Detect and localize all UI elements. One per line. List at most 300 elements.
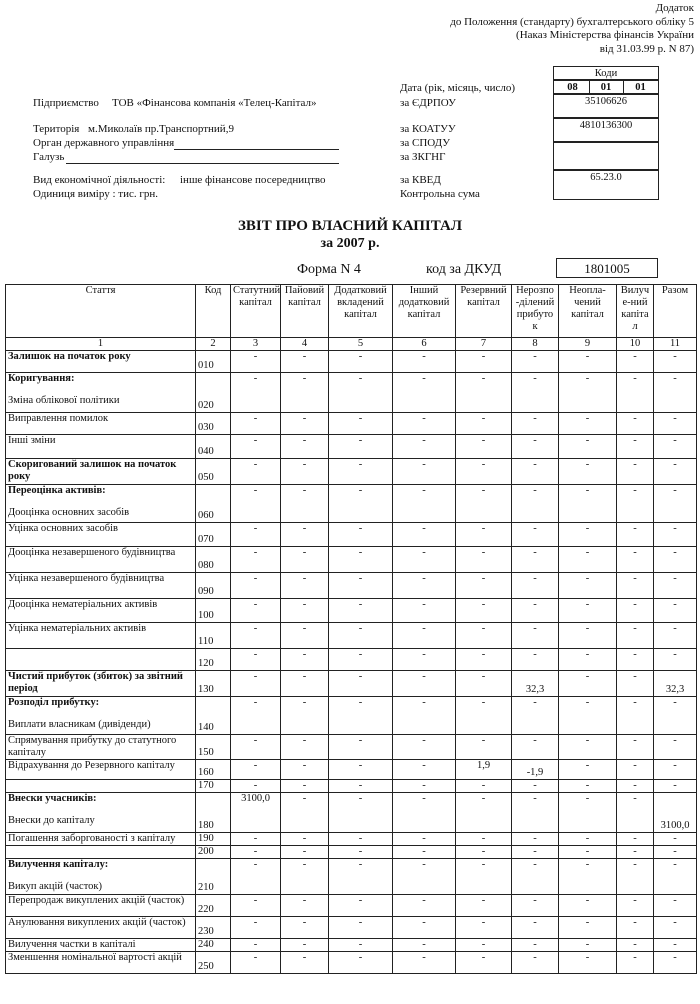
edrpou-code: 35106626 bbox=[553, 94, 659, 118]
value-cell: -1,9 bbox=[512, 760, 559, 780]
column-header: Код bbox=[196, 285, 231, 338]
value-cell: - bbox=[393, 413, 456, 435]
code-cell: 040 bbox=[196, 435, 231, 459]
value-cell: - bbox=[281, 939, 329, 952]
value-cell: - bbox=[617, 599, 654, 623]
value-cell: - bbox=[231, 523, 281, 547]
article-sublabel: Дооцінка основних засобів bbox=[8, 507, 130, 518]
authority-underline bbox=[174, 149, 339, 150]
table-row bbox=[6, 697, 697, 735]
spodu-label: за СПОДУ bbox=[400, 137, 451, 149]
value-cell: - bbox=[456, 780, 512, 793]
value-cell: - bbox=[654, 351, 697, 373]
territory-value: м.Миколаїв пр.Транспортний,9 bbox=[88, 123, 234, 135]
article-cell bbox=[6, 459, 196, 485]
value-cell: - bbox=[393, 573, 456, 599]
activity-label: Вид економічної діяльності: bbox=[33, 174, 166, 186]
value-cell: - bbox=[654, 599, 697, 623]
value-cell: 3100,0 bbox=[654, 793, 697, 833]
value-cell: - bbox=[281, 623, 329, 649]
column-header: Стаття bbox=[6, 285, 196, 338]
value-cell: - bbox=[654, 895, 697, 917]
equity-table bbox=[5, 284, 697, 974]
value-cell: - bbox=[281, 523, 329, 547]
value-cell: - bbox=[512, 523, 559, 547]
value-cell: - bbox=[617, 459, 654, 485]
column-number: 6 bbox=[393, 338, 456, 351]
value-cell: - bbox=[329, 697, 393, 735]
value-cell: - bbox=[393, 846, 456, 859]
value-cell: - bbox=[393, 952, 456, 974]
value-cell: - bbox=[559, 459, 617, 485]
code-cell: 150 bbox=[196, 735, 231, 760]
report-title: ЗВІТ ПРО ВЛАСНИЙ КАПІТАЛ bbox=[237, 218, 463, 234]
article-cell bbox=[6, 780, 196, 793]
checksum-label: Контрольна сума bbox=[400, 188, 480, 200]
value-cell: - bbox=[231, 760, 281, 780]
value-cell: - bbox=[559, 846, 617, 859]
value-cell: - bbox=[559, 599, 617, 623]
column-header: Разом bbox=[654, 285, 697, 338]
value-cell: - bbox=[329, 859, 393, 895]
value-cell: - bbox=[231, 435, 281, 459]
article-cell bbox=[6, 671, 196, 697]
form-label: Форма N 4 bbox=[297, 262, 361, 277]
value-cell: - bbox=[281, 859, 329, 895]
value-cell: - bbox=[393, 760, 456, 780]
value-cell: 3100,0 bbox=[231, 793, 281, 833]
column-number: 3 bbox=[231, 338, 281, 351]
value-cell: - bbox=[617, 523, 654, 547]
article-label: Залишок на початок року bbox=[8, 351, 131, 362]
table-row bbox=[6, 623, 697, 649]
value-cell: - bbox=[281, 649, 329, 671]
value-cell: - bbox=[512, 649, 559, 671]
table-row bbox=[6, 846, 697, 859]
value-cell: 1,9 bbox=[456, 760, 512, 780]
value-cell: - bbox=[559, 435, 617, 459]
value-cell: - bbox=[329, 952, 393, 974]
value-cell: - bbox=[231, 623, 281, 649]
value-cell: - bbox=[512, 895, 559, 917]
value-cell: - bbox=[281, 671, 329, 697]
value-cell: - bbox=[231, 351, 281, 373]
value-cell: - bbox=[329, 671, 393, 697]
article-cell bbox=[6, 697, 196, 735]
article-label: Коригування: bbox=[8, 373, 75, 384]
value-cell: - bbox=[393, 939, 456, 952]
value-cell: - bbox=[617, 780, 654, 793]
value-cell: - bbox=[456, 485, 512, 523]
code-cell: 220 bbox=[196, 895, 231, 917]
value-cell: - bbox=[617, 573, 654, 599]
code-cell: 050 bbox=[196, 459, 231, 485]
value-cell: - bbox=[329, 573, 393, 599]
value-cell: - bbox=[617, 952, 654, 974]
value-cell: - bbox=[512, 435, 559, 459]
activity-value: інше фінансове посередництво bbox=[180, 174, 326, 186]
article-label: Анулювання викуплених акцій (часток) bbox=[8, 917, 186, 928]
value-cell: - bbox=[281, 697, 329, 735]
value-cell: - bbox=[231, 485, 281, 523]
value-cell: - bbox=[393, 547, 456, 573]
date-day: 01 bbox=[635, 82, 646, 93]
value-cell: - bbox=[393, 780, 456, 793]
value-cell: - bbox=[654, 780, 697, 793]
value-cell: - bbox=[231, 599, 281, 623]
value-cell: - bbox=[559, 939, 617, 952]
value-cell: - bbox=[617, 623, 654, 649]
value-cell: - bbox=[512, 939, 559, 952]
value-cell: - bbox=[654, 760, 697, 780]
edrpou-label: за ЄДРПОУ bbox=[400, 97, 456, 109]
value-cell: - bbox=[231, 735, 281, 760]
article-cell bbox=[6, 485, 196, 523]
value-cell: - bbox=[654, 373, 697, 413]
value-cell: - bbox=[281, 760, 329, 780]
article-label: Уцінка основних засобів bbox=[8, 523, 118, 534]
value-cell: - bbox=[512, 373, 559, 413]
article-sublabel: Внески до капіталу bbox=[8, 815, 95, 826]
article-cell bbox=[6, 833, 196, 846]
value-cell: - bbox=[456, 895, 512, 917]
value-cell: - bbox=[393, 859, 456, 895]
article-label: Переоцінка активів: bbox=[8, 485, 106, 496]
table-row bbox=[6, 895, 697, 917]
code-cell: 160 bbox=[196, 760, 231, 780]
table-row bbox=[6, 649, 697, 671]
value-cell: - bbox=[654, 846, 697, 859]
dkud-label: код за ДКУД bbox=[426, 262, 502, 277]
code-cell: 030 bbox=[196, 413, 231, 435]
value-cell: - bbox=[393, 523, 456, 547]
value-cell: - bbox=[617, 846, 654, 859]
value-cell: - bbox=[329, 833, 393, 846]
table-row bbox=[6, 351, 697, 373]
value-cell: - bbox=[281, 952, 329, 974]
article-cell bbox=[6, 952, 196, 974]
value-cell: - bbox=[512, 952, 559, 974]
date-label: Дата (рік, місяць, число) bbox=[400, 82, 516, 94]
value-cell: - bbox=[393, 435, 456, 459]
value-cell: - bbox=[329, 351, 393, 373]
value-cell: - bbox=[654, 523, 697, 547]
value-cell: - bbox=[329, 459, 393, 485]
article-label: Погашення заборгованості з капіталу bbox=[8, 833, 176, 844]
date-year: 08 bbox=[556, 81, 590, 94]
note-line: від 31.03.99 р. N 87) bbox=[599, 42, 694, 55]
value-cell: - bbox=[231, 952, 281, 974]
value-cell: - bbox=[617, 735, 654, 760]
code-cell: 120 bbox=[196, 649, 231, 671]
value-cell: - bbox=[393, 599, 456, 623]
value-cell: - bbox=[329, 895, 393, 917]
value-cell: - bbox=[617, 413, 654, 435]
article-cell bbox=[6, 649, 196, 671]
code-cell: 020 bbox=[196, 373, 231, 413]
table-row bbox=[6, 485, 697, 523]
value-cell: - bbox=[281, 351, 329, 373]
article-cell bbox=[6, 735, 196, 760]
value-cell: - bbox=[231, 573, 281, 599]
value-cell: - bbox=[393, 485, 456, 523]
branch-underline bbox=[66, 163, 339, 164]
value-cell: - bbox=[393, 735, 456, 760]
article-cell bbox=[6, 859, 196, 895]
value-cell: - bbox=[393, 649, 456, 671]
value-cell: - bbox=[456, 952, 512, 974]
value-cell: - bbox=[456, 833, 512, 846]
value-cell: - bbox=[393, 459, 456, 485]
value-cell: - bbox=[231, 895, 281, 917]
codes-header: Коди bbox=[553, 66, 659, 80]
value-cell: - bbox=[617, 760, 654, 780]
value-cell: - bbox=[456, 793, 512, 833]
value-cell: - bbox=[617, 649, 654, 671]
value-cell: - bbox=[456, 859, 512, 895]
table-row bbox=[6, 760, 697, 780]
article-cell bbox=[6, 573, 196, 599]
value-cell: - bbox=[512, 859, 559, 895]
note-line: до Положення (стандарту) бухгалтерського обліку 5 bbox=[450, 15, 694, 28]
article-label: Вилучення частки в капіталі bbox=[8, 939, 136, 950]
value-cell: - bbox=[393, 623, 456, 649]
value-cell: - bbox=[512, 917, 559, 939]
code-cell: 210 bbox=[196, 859, 231, 895]
value-cell: - bbox=[456, 917, 512, 939]
article-label: Скоригований залишок на початок року bbox=[8, 459, 177, 482]
value-cell: - bbox=[559, 833, 617, 846]
table-row bbox=[6, 523, 697, 547]
value-cell: - bbox=[617, 793, 654, 833]
value-cell: - bbox=[617, 833, 654, 846]
article-label: Дооцінка нематеріальних активів bbox=[8, 599, 158, 610]
code-cell: 080 bbox=[196, 547, 231, 573]
value-cell: - bbox=[512, 735, 559, 760]
code-cell: 090 bbox=[196, 573, 231, 599]
value-cell: - bbox=[329, 547, 393, 573]
value-cell: - bbox=[617, 697, 654, 735]
table-row bbox=[6, 413, 697, 435]
table-row bbox=[6, 547, 697, 573]
code-cell: 190 bbox=[196, 833, 231, 846]
value-cell: - bbox=[654, 623, 697, 649]
value-cell: - bbox=[512, 697, 559, 735]
column-header: Статутний капітал bbox=[231, 285, 281, 338]
article-label: Розподіл прибутку: bbox=[8, 697, 100, 708]
value-cell: - bbox=[329, 649, 393, 671]
value-cell: - bbox=[281, 846, 329, 859]
column-header: Інший додатковий капітал bbox=[393, 285, 456, 338]
code-cell: 230 bbox=[196, 917, 231, 939]
value-cell: - bbox=[559, 373, 617, 413]
value-cell: - bbox=[329, 599, 393, 623]
column-header: Нерозпо -ділений прибуто к bbox=[512, 285, 559, 338]
article-cell bbox=[6, 895, 196, 917]
value-cell: - bbox=[329, 623, 393, 649]
value-cell: - bbox=[281, 373, 329, 413]
date-code-box bbox=[553, 80, 659, 94]
article-cell bbox=[6, 846, 196, 859]
article-label: Перепродаж викуплених акцій (часток) bbox=[8, 895, 185, 906]
article-cell bbox=[6, 623, 196, 649]
value-cell: - bbox=[559, 485, 617, 523]
value-cell: - bbox=[329, 735, 393, 760]
value-cell: - bbox=[617, 351, 654, 373]
value-cell: 32,3 bbox=[654, 671, 697, 697]
article-cell bbox=[6, 413, 196, 435]
value-cell: - bbox=[281, 573, 329, 599]
article-label: Дооцінка незавершеного будівництва bbox=[8, 547, 176, 558]
value-cell: - bbox=[512, 846, 559, 859]
value-cell: - bbox=[617, 895, 654, 917]
column-number: 10 bbox=[617, 338, 654, 351]
value-cell: - bbox=[456, 413, 512, 435]
value-cell: - bbox=[559, 793, 617, 833]
article-cell bbox=[6, 547, 196, 573]
value-cell: - bbox=[559, 895, 617, 917]
value-cell: - bbox=[456, 697, 512, 735]
koatuu-label: за КОАТУУ bbox=[400, 123, 456, 135]
value-cell: - bbox=[559, 573, 617, 599]
table-header-row bbox=[6, 285, 697, 338]
code-cell: 140 bbox=[196, 697, 231, 735]
value-cell: - bbox=[654, 485, 697, 523]
article-cell bbox=[6, 760, 196, 780]
code-cell: 180 bbox=[196, 793, 231, 833]
value-cell: - bbox=[281, 793, 329, 833]
column-header: Резервний капітал bbox=[456, 285, 512, 338]
value-cell: - bbox=[654, 697, 697, 735]
report-year: за 2007 р. bbox=[320, 236, 380, 251]
note-line: Додаток bbox=[655, 2, 694, 14]
column-header: Неопла- чений капітал bbox=[559, 285, 617, 338]
value-cell: - bbox=[231, 547, 281, 573]
value-cell: - bbox=[512, 485, 559, 523]
column-header: Пайовий капітал bbox=[281, 285, 329, 338]
value-cell: - bbox=[654, 952, 697, 974]
value-cell: - bbox=[456, 649, 512, 671]
value-cell: - bbox=[559, 735, 617, 760]
value-cell: - bbox=[512, 573, 559, 599]
value-cell: - bbox=[281, 780, 329, 793]
article-label: Виправлення помилок bbox=[8, 413, 109, 424]
column-number: 7 bbox=[456, 338, 512, 351]
value-cell: - bbox=[512, 780, 559, 793]
column-number: 4 bbox=[281, 338, 329, 351]
value-cell: - bbox=[559, 547, 617, 573]
table-row bbox=[6, 952, 697, 974]
article-cell bbox=[6, 939, 196, 952]
value-cell: - bbox=[654, 573, 697, 599]
value-cell: - bbox=[329, 413, 393, 435]
value-cell: - bbox=[393, 793, 456, 833]
table-row bbox=[6, 939, 697, 952]
article-cell bbox=[6, 435, 196, 459]
value-cell: - bbox=[559, 649, 617, 671]
value-cell: - bbox=[512, 599, 559, 623]
column-header: Вилуч е-ний капіта л bbox=[617, 285, 654, 338]
value-cell: - bbox=[393, 351, 456, 373]
value-cell: - bbox=[654, 459, 697, 485]
value-cell: - bbox=[393, 833, 456, 846]
value-cell: - bbox=[456, 459, 512, 485]
article-label: Інші зміни bbox=[8, 435, 56, 446]
value-cell: - bbox=[329, 780, 393, 793]
article-sublabel: Зміна облікової політики bbox=[8, 395, 120, 406]
value-cell: - bbox=[281, 895, 329, 917]
value-cell: - bbox=[512, 413, 559, 435]
article-label: Вилучення капіталу: bbox=[8, 859, 109, 870]
value-cell: 32,3 bbox=[512, 671, 559, 697]
value-cell: - bbox=[231, 413, 281, 435]
column-number: 9 bbox=[559, 338, 617, 351]
code-cell: 060 bbox=[196, 485, 231, 523]
value-cell: - bbox=[231, 697, 281, 735]
value-cell: - bbox=[559, 671, 617, 697]
value-cell: - bbox=[281, 599, 329, 623]
value-cell: - bbox=[393, 895, 456, 917]
value-cell: - bbox=[617, 917, 654, 939]
article-label: Внески учасників: bbox=[8, 793, 97, 804]
value-cell: - bbox=[281, 735, 329, 760]
value-cell: - bbox=[329, 917, 393, 939]
value-cell: - bbox=[231, 846, 281, 859]
table-row bbox=[6, 793, 697, 833]
territory-label: Територія bbox=[33, 123, 80, 135]
table-row bbox=[6, 917, 697, 939]
value-cell: - bbox=[654, 859, 697, 895]
value-cell: - bbox=[231, 917, 281, 939]
code-cell: 170 bbox=[196, 780, 231, 793]
value-cell: - bbox=[393, 917, 456, 939]
table-row bbox=[6, 459, 697, 485]
article-cell bbox=[6, 373, 196, 413]
regulation-note bbox=[450, 2, 694, 56]
value-cell: - bbox=[559, 760, 617, 780]
spodu-zkgng-code bbox=[553, 142, 659, 170]
value-cell: - bbox=[456, 435, 512, 459]
value-cell: - bbox=[559, 351, 617, 373]
value-cell: - bbox=[393, 671, 456, 697]
value-cell: - bbox=[456, 939, 512, 952]
value-cell: - bbox=[654, 547, 697, 573]
code-cell: 200 bbox=[196, 846, 231, 859]
value-cell: - bbox=[512, 623, 559, 649]
value-cell: - bbox=[559, 623, 617, 649]
column-number-row bbox=[6, 338, 697, 351]
value-cell: - bbox=[617, 435, 654, 459]
value-cell: - bbox=[231, 939, 281, 952]
value-cell: - bbox=[456, 547, 512, 573]
column-number: 8 bbox=[512, 338, 559, 351]
value-cell: - bbox=[281, 833, 329, 846]
value-cell: - bbox=[559, 697, 617, 735]
value-cell: - bbox=[456, 573, 512, 599]
kved-code: 65.23.0 bbox=[553, 170, 659, 200]
value-cell: - bbox=[231, 649, 281, 671]
value-cell: - bbox=[231, 373, 281, 413]
value-cell: - bbox=[393, 373, 456, 413]
table-row bbox=[6, 859, 697, 895]
article-label: Чистий прибуток (збиток) за звітний період bbox=[8, 671, 183, 694]
value-cell: - bbox=[456, 351, 512, 373]
value-cell: - bbox=[654, 413, 697, 435]
value-cell: - bbox=[456, 623, 512, 649]
value-cell: - bbox=[559, 780, 617, 793]
article-label: Спрямування прибутку до статутного капіталу bbox=[8, 735, 177, 758]
value-cell: - bbox=[281, 435, 329, 459]
